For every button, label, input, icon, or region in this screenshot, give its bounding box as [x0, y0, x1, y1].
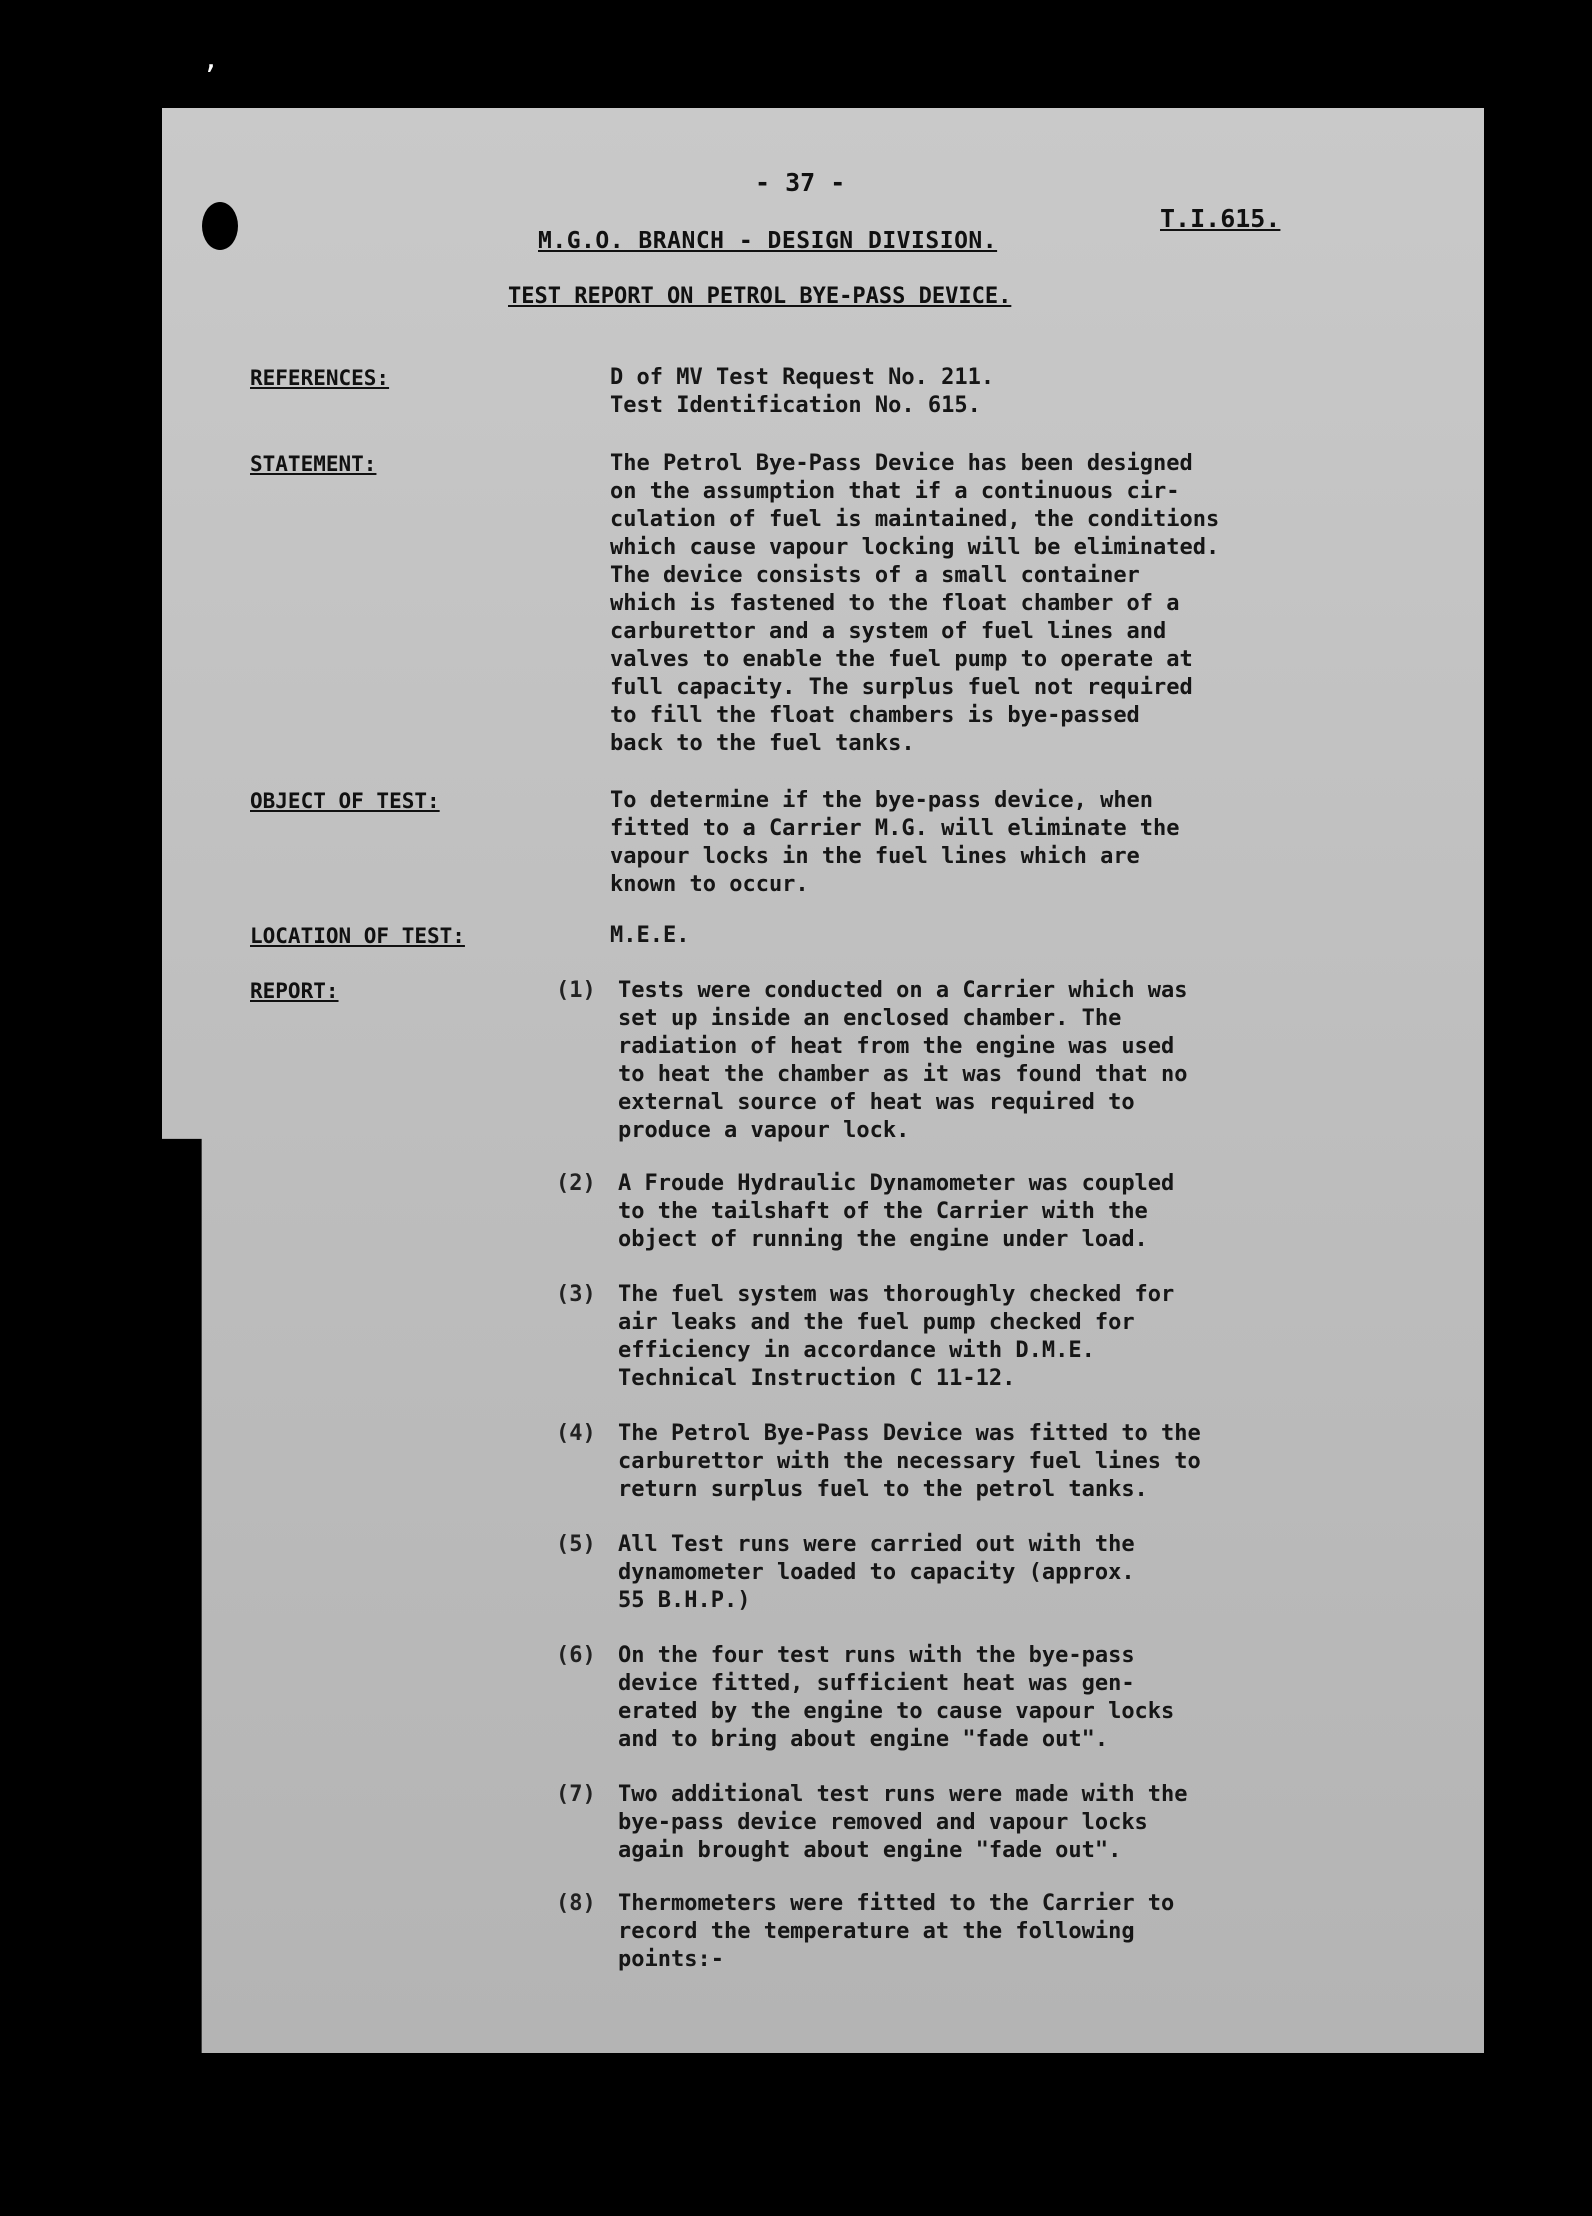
- report-item-number: (5): [556, 1532, 596, 1557]
- report-item-number: (3): [556, 1282, 596, 1307]
- corner-mark: ʼ: [205, 58, 216, 98]
- report-item-text: Two additional test runs were made with the bye-pass device removed and vapour locks again brought about engine "fade out".: [618, 1782, 1188, 1863]
- report-label: REPORT:: [250, 979, 339, 1003]
- location-text: M.E.E.: [610, 923, 690, 948]
- page-number: - 37 -: [755, 168, 846, 197]
- report-item-text: Tests were conducted on a Carrier which was set up inside an enclosed chamber. The radiation of heat from the engine was used to heat the chamber as it was found that no external source of heat was required to produce a vapour lock.: [618, 978, 1188, 1143]
- report-item-text: A Froude Hydraulic Dynamometer was coupled to the tailshaft of the Carrier with the object of running the engine under load.: [618, 1171, 1175, 1252]
- report-item-number: (4): [556, 1421, 596, 1446]
- report-item-number: (7): [556, 1782, 596, 1807]
- references-label: REFERENCES:: [250, 366, 390, 390]
- references-text: D of MV Test Request No. 211. Test Identification No. 615.: [610, 365, 995, 418]
- report-item-text: All Test runs were carried out with the dynamometer loaded to capacity (approx. 55 B.H.P.): [618, 1532, 1135, 1613]
- report-item-number: (2): [556, 1171, 596, 1196]
- report-item-number: (6): [556, 1643, 596, 1668]
- statement-text: The Petrol Bye-Pass Device has been designed on the assumption that if a continuous cir- culation of fuel is maintained, the conditions which cause vapour locking will be eliminated. The device consists of a small container which is fastened to the float chamber of a carburettor and a system of fuel lines and valves to enable the fuel pump to operate at full capacity. The surplus fuel not required to fill the float chambers is bye-passed back to the fuel tanks.: [610, 451, 1220, 756]
- punch-hole-mark: [202, 202, 238, 250]
- report-item-text: The Petrol Bye-Pass Device was fitted to the carburettor with the necessary fuel lines to return surplus fuel to the petrol tanks.: [618, 1421, 1201, 1502]
- report-item-number: (1): [556, 978, 596, 1003]
- report-item-text: The fuel system was thoroughly checked for air leaks and the fuel pump checked for efficiency in accordance with D.M.E. Technical Instruction C 11-12.: [618, 1282, 1175, 1391]
- location-label: LOCATION OF TEST:: [250, 924, 465, 948]
- report-item-text: On the four test runs with the bye-pass device fitted, sufficient heat was gen- erated by the engine to cause vapour locks and to bring about engine "fade out".: [618, 1643, 1175, 1752]
- report-item-text: Thermometers were fitted to the Carrier to record the temperature at the following points:-: [618, 1891, 1175, 1972]
- report-item-number: (8): [556, 1891, 596, 1916]
- object-text: To determine if the bye-pass device, when fitted to a Carrier M.G. will eliminate the vapour locks in the fuel lines which are known to occur.: [610, 788, 1180, 897]
- ti-reference: T.I.615.: [1160, 204, 1281, 233]
- object-label: OBJECT OF TEST:: [250, 789, 440, 813]
- statement-label: STATEMENT:: [250, 452, 377, 476]
- branch-heading: M.G.O. BRANCH - DESIGN DIVISION.: [538, 228, 998, 254]
- report-title: TEST REPORT ON PETROL BYE-PASS DEVICE.: [508, 284, 1012, 309]
